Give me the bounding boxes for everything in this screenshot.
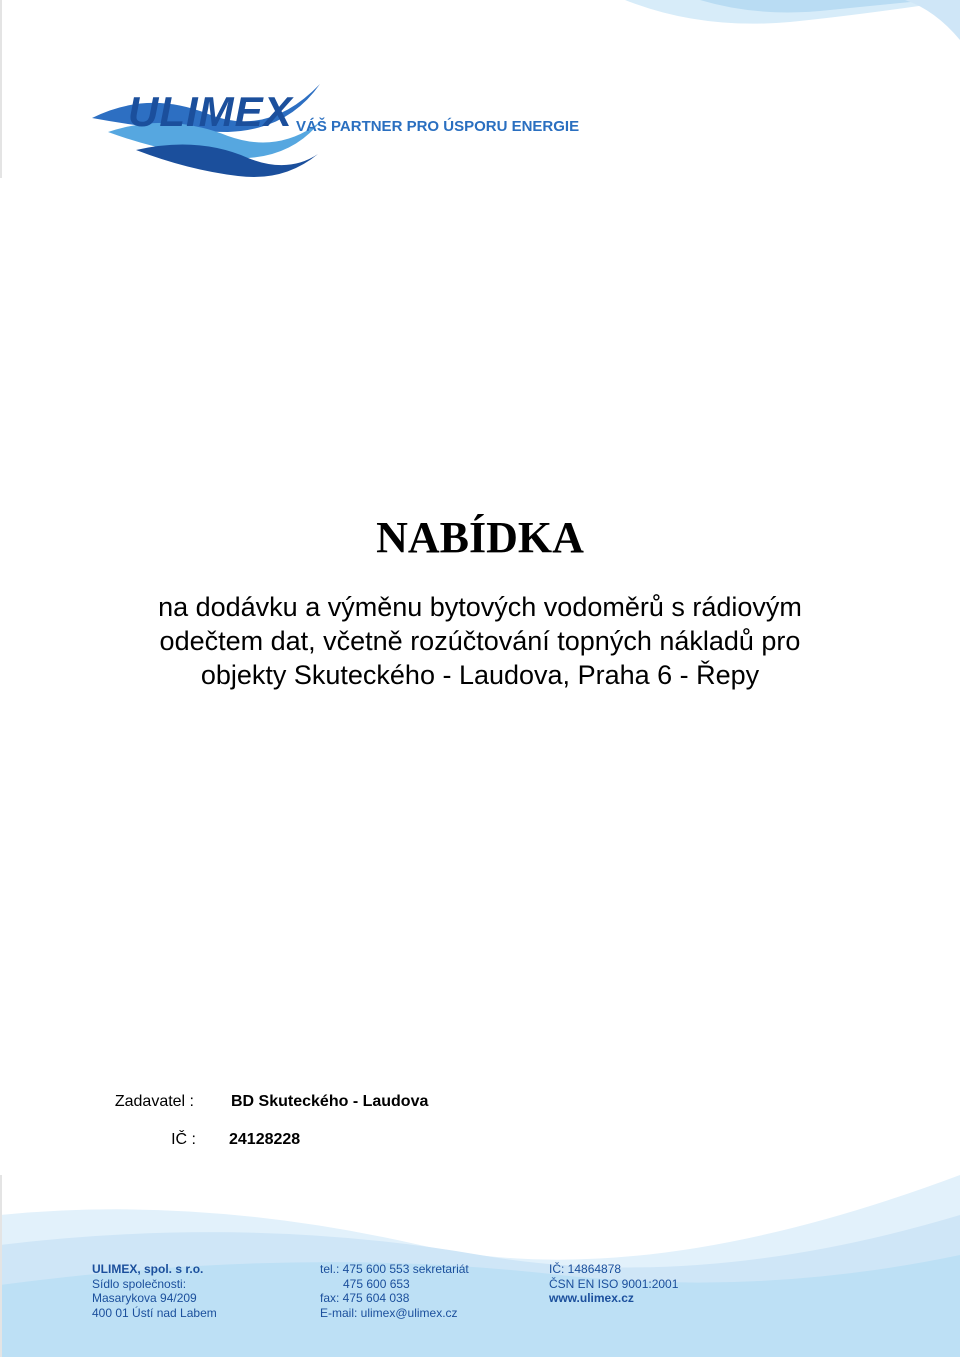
ic-row: [0, 1131, 960, 1151]
zadavatel-label: Zadavatel :: [114, 1093, 194, 1110]
ic-label: IČ :: [171, 1131, 196, 1148]
footer-line: E-mail: ulimex@ulimex.cz: [320, 1305, 458, 1320]
footer-line: Sídlo společnosti:: [92, 1276, 187, 1291]
subtitle-line: objekty Skuteckého - Laudova, Praha 6 - Řepy: [200, 660, 760, 690]
ic-value: 24128228: [229, 1131, 301, 1148]
zadavatel-value: BD Skuteckého - Laudova: [231, 1093, 429, 1110]
footer-website: www.ulimex.cz: [549, 1291, 634, 1305]
document-title: NABÍDKA: [376, 513, 584, 562]
company-tagline: VÁŠ PARTNER PRO ÚSPORU ENERGIE: [296, 118, 580, 135]
footer-line: tel.: 475 600 553 sekretariát: [320, 1262, 469, 1276]
footer-line: ČSN EN ISO 9001:2001: [549, 1276, 679, 1291]
document-subtitle: [120, 590, 840, 692]
footer-registry-info: [549, 1262, 678, 1306]
footer-line: Masarykova 94/209: [92, 1291, 197, 1305]
company-logo: [88, 70, 580, 180]
footer-contact-info: [320, 1262, 469, 1320]
footer-line: IČ: 14864878: [549, 1262, 622, 1276]
subtitle-line: na dodávku a výměnu bytových vodoměrů s rádiovým: [158, 592, 802, 622]
footer-line: 475 600 653: [343, 1276, 410, 1291]
footer-line: 400 01 Ústí nad Labem: [92, 1305, 217, 1320]
footer-line: fax: 475 604 038: [320, 1291, 410, 1305]
footer-company-info: [92, 1262, 217, 1320]
zadavatel-row: [0, 1093, 960, 1113]
footer-company-name: ULIMEX, spol. s r.o.: [92, 1262, 204, 1276]
logo-wordmark: ULIMEX: [128, 88, 293, 135]
subtitle-line: odečtem dat, včetně rozúčtování topných nákladů pro: [159, 626, 801, 656]
